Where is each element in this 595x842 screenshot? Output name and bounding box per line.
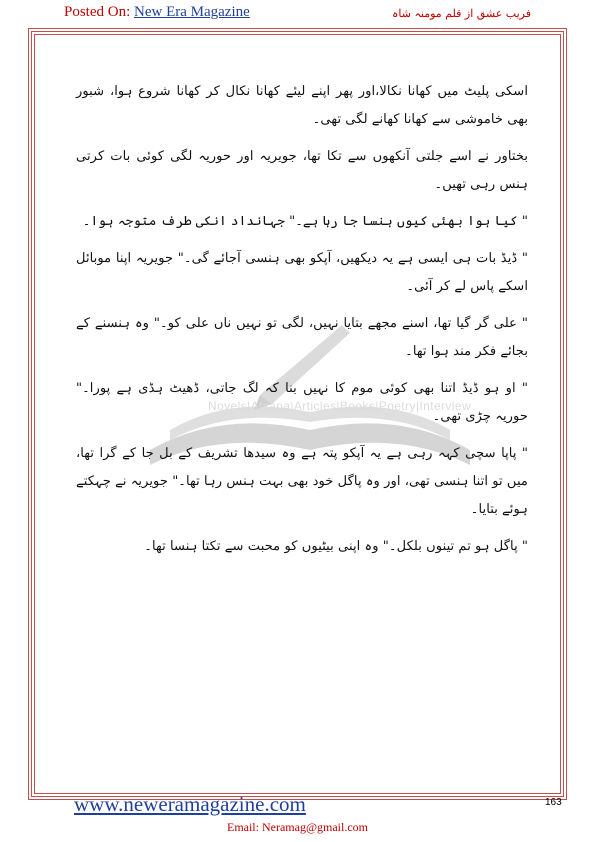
- page-number: 163: [545, 797, 562, 808]
- paragraph: " او ہو ڈیڈ اتنا بھی کوئی موم کا نہیں بنا کہ لگ جاتی، ڈھیٹ ہڈی ہے پورا۔" حوریہ چڑی تھی۔: [76, 381, 528, 424]
- novel-text: [76, 78, 528, 570]
- paragraph: " ڈیڈ بات ہی ایسی ہے یہ دیکھیں، آپکو بھی ہنسی آجائے گی۔" جویریہ اپنا موبائل اسکے پاس لے کر آئی۔: [76, 251, 528, 294]
- paragraph: " علی گر گیا تھا، اسنے مجھے بتایا نہیں، لگی تو نہیں ناں علی کو۔" وہ ہنسنے کے بجائے فکر مند ہوا تھا۔: [76, 316, 528, 359]
- contact-email: Email: Neramag@gmail.com: [226, 820, 368, 834]
- watermark-tagline: Novels|Afsana|Articles|Books|Poetry|Interview: [208, 399, 472, 413]
- header-posted-on: [64, 4, 250, 21]
- website-link[interactable]: www.neweramagazine.com: [74, 792, 306, 816]
- paragraph: " پاپا سچی کہہ رہی ہے یہ آپکو پتہ ہے وہ سیدھا تشریف کے بل جا کے گرا تھا، میں تو اتنا ہنسی تھی، اور وہ پاگل خود بھی بہت ہنس رہا تھا۔" جویریہ نے چہکتے ہوئے بتایا۔: [76, 446, 528, 517]
- novel-credit: فریب عشق از قلم مومنہ شاہ: [391, 7, 531, 20]
- paragraph: " پاگل ہو تم تینوں بلکل۔" وہ اپنی بیٹیوں کو محبت سے تکتا ہنسا تھا۔: [144, 539, 528, 554]
- magazine-link[interactable]: New Era Magazine: [134, 4, 250, 20]
- paragraph: بختاور نے اسے جلتی آنکھوں سے تکا تھا، جویریہ اور حوریہ لگی کوئی بات کرتی ہنس رہی تھیں۔: [76, 149, 528, 192]
- paragraph: " کیا ہوا بھئی کیوں ہنسا جا رہا ہے۔" جہانداد انکی طرف متوجہ ہوا۔: [82, 214, 528, 229]
- paragraph: اسکی پلیٹ میں کھانا نکالا،اور پھر اپنے لیئے کھانا نکال کر کھانا شروع ہوا، شبور بھی خاموشی سے کھانا کھانے لگی تھی۔: [76, 84, 528, 127]
- posted-on-label: Posted On:: [64, 4, 131, 20]
